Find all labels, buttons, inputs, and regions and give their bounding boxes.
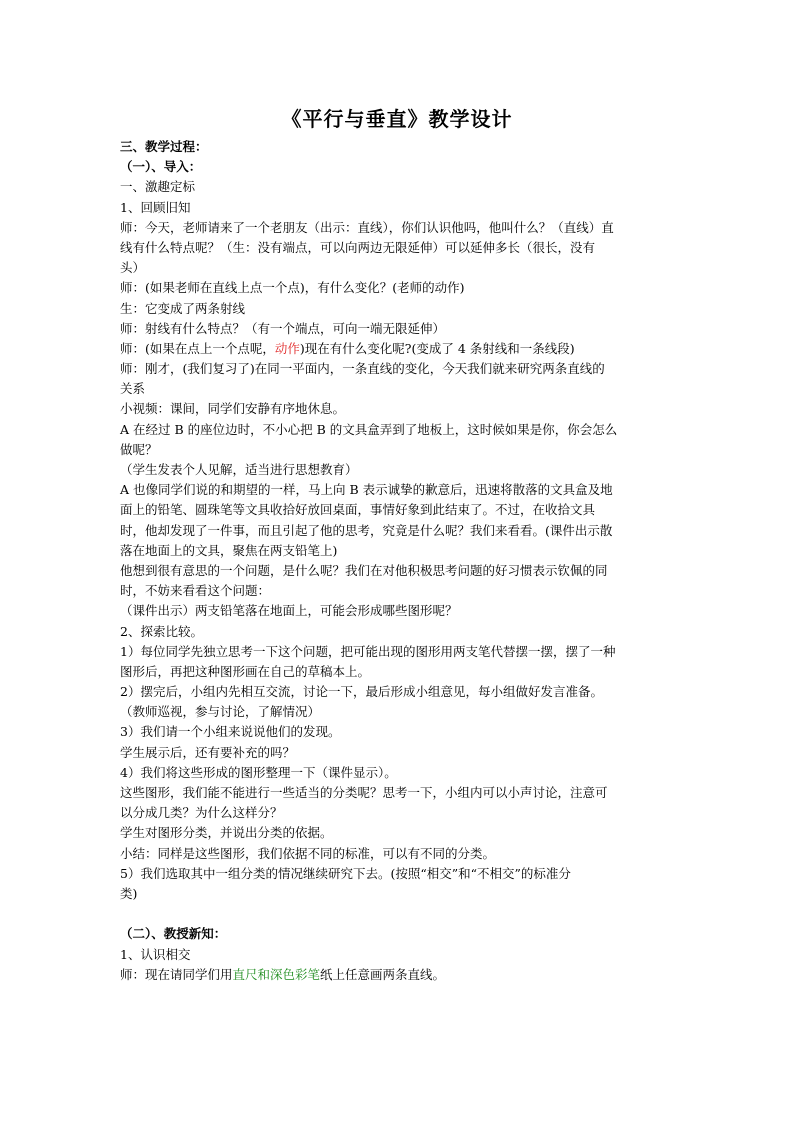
paragraph-line: A 也像同学们说的和期望的一样，马上向 B 表示诚挚的歉意后，迅速将散落的文具盒及地 [120,482,613,498]
paragraph-line: 生：它变成了两条射线 [120,300,246,316]
paragraph-line [120,339,686,359]
blank-line [120,904,686,924]
paragraph-line: 落在地面上的文具，聚焦在两支铅笔上) [120,542,338,558]
paragraph-line: 面上的铅笔、圆珠笔等文具收拾好放回桌面，事情好象到此结束了。不过，在收拾文具 [120,502,596,518]
highlighted-text-red: 动作 [274,340,300,356]
paragraph-line: 以分成几类？为什么这样分？ [120,805,283,821]
paragraph-line: 他想到很有意思的一个问题，是什么呢？我们在对他积极思考问题的好习惯表示钦佩的同 [120,562,608,578]
text-run: 纸上任意画两条直线。 [320,966,446,982]
paragraph-line: 做呢？ [120,441,158,457]
paragraph-line: 这些图形，我们能不能进行一些适当的分类呢？思考一下，小组内可以小声讨论，注意可 [120,785,608,800]
page-title: 《平行与垂直》教学设计 [281,107,513,131]
paragraph-line: 师：今天，老师请来了一个老朋友（出示：直线），你们认识他吗，他叫什么？（直线）直 [120,219,614,235]
paragraph-line: A 在经过 B 的座位边时，不小心把 B 的文具盒弄到了地板上，这时候如果是你，你会怎么 [120,421,618,437]
paragraph-line: 头） [120,260,146,276]
section-heading: 三、教学过程： [120,139,208,154]
paragraph-line: 1）每位同学先独立思考一下这个问题，把可能出现的图形用两支笔代替摆一摆，摆了一种 [120,643,616,659]
subsection-heading: （二）、教授新知： [120,926,227,942]
paragraph-line: 4）我们将这些形成的图形整理一下（课件显示）。 [120,764,397,780]
text-run: )现在有什么变化呢?(变成了 4 条射线和一条线段) [299,340,575,356]
paragraph-line: 学生展示后，还有要补充的吗？ [120,744,296,760]
paragraph-line: （教师巡视，参与讨论，了解情况） [120,704,321,720]
text-run: 师：(如果在点上一个点呢， [120,340,275,356]
paragraph-line: （课件出示）两支铅笔落在地面上，可能会形成哪些图形呢？ [120,603,458,619]
paragraph-line: 2、探索比较。 [120,623,203,639]
paragraph-line: 1、认识相交 [120,946,191,962]
paragraph-line: 5）我们选取其中一组分类的情况继续研究下去。(按照“相交”和“不相交”的标准分 [120,865,571,881]
paragraph-line: 学生对图形分类，并说出分类的依据。 [120,825,333,841]
paragraph-line: 时，他却发现了一件事，而且引起了他的思考，究竟是什么呢？我们来看看。(课件出示散 [120,522,613,538]
paragraph-line: 3）我们请一个小组来说说他们的发现。 [120,724,341,740]
paragraph-line: 线有什么特点呢？（生：没有端点，可以向两边无限延伸）可以延伸多长（很长，没有 [120,239,596,255]
paragraph-line: 一、激趣定标 [120,179,196,195]
paragraph-line: （学生发表个人见解，适当进行思想教育） [120,462,358,477]
paragraph-line: 师：刚才，(我们复习了)在同一平面内，一条直线的变化，今天我们就来研究两条直线的 [120,361,605,377]
paragraph-line: 小视频：课间，同学们安静有序地休息。 [120,401,346,417]
document-body [120,137,686,985]
highlighted-text-green: 直尺和深色彩笔 [232,966,321,982]
paragraph-line: 1、回顾旧知 [120,199,191,215]
text-run: 师：现在请同学们用 [120,966,233,982]
paragraph-line: 时，不妨来看看这个问题： [120,583,271,599]
paragraph-line: 关系 [120,381,146,397]
subsection-heading: （一）、导入： [120,159,202,175]
paragraph-line [120,965,686,985]
paragraph-line: 2）摆完后，小组内先相互交流，讨论一下，最后形成小组意见，每小组做好发言准备。 [120,684,603,700]
paragraph-line: 师：射线有什么特点？（有一个端点，可向一端无限延伸） [120,320,446,336]
paragraph-line: 图形后，再把这种图形画在自己的草稿本上。 [120,663,371,679]
paragraph-line: 小结：同样是这些图形，我们依据不同的标准，可以有不同的分类。 [120,845,496,861]
paragraph-line: 师：(如果老师在直线上点一个点)，有什么变化？(老师的动作) [120,280,465,296]
paragraph-line: 类) [120,885,138,901]
